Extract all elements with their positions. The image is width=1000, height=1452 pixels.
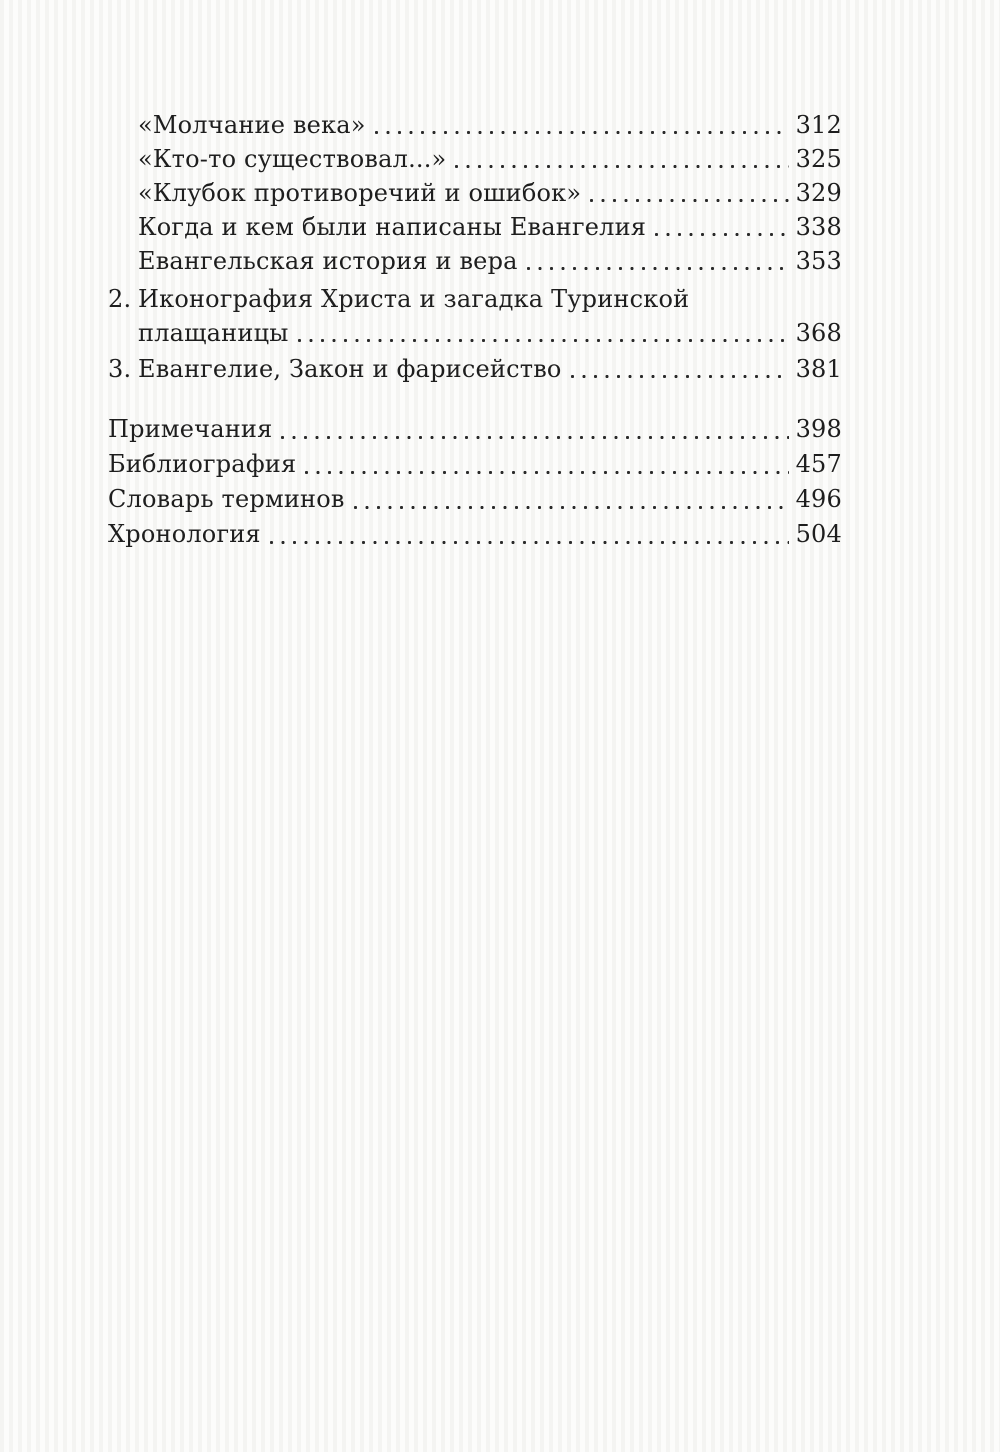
toc-chapter-entry <box>108 352 842 386</box>
dot-leader <box>454 164 788 169</box>
toc-entry-page-number: 457 <box>795 450 842 478</box>
toc-entry-title: «Кто-то существовал...» <box>138 145 447 173</box>
toc-entry-page-number: 312 <box>795 111 842 139</box>
toc-entry-page-number: 504 <box>795 520 842 548</box>
toc-entry-title: Хронология <box>108 520 261 548</box>
chapter-title: Евангелие, Закон и фарисейство <box>138 355 562 383</box>
chapter-number: 2. <box>108 285 132 313</box>
toc-entry-title: «Клубок противоречий и ошибок» <box>138 179 582 207</box>
dot-leader <box>280 435 788 440</box>
toc-entry-page-number: 338 <box>795 213 842 241</box>
toc-entry-title: Примечания <box>108 415 273 443</box>
dot-leader <box>304 470 788 475</box>
dot-leader <box>589 198 788 203</box>
toc-entry-page-number: 368 <box>795 319 842 347</box>
dot-leader <box>526 266 789 271</box>
toc-entry-page-number: 398 <box>795 415 842 443</box>
toc-entry <box>108 210 842 244</box>
toc-entry <box>108 447 842 482</box>
toc-entry-page-number: 329 <box>795 179 842 207</box>
toc-entry <box>108 176 842 210</box>
toc-entry-page-number: 496 <box>795 485 842 513</box>
chapter-title-block <box>138 282 842 350</box>
toc-entry <box>108 142 842 176</box>
dot-leader <box>654 232 788 237</box>
dot-leader <box>297 338 789 343</box>
toc-entry-page-number: 325 <box>795 145 842 173</box>
toc-backmatter-list <box>108 412 842 552</box>
chapter-title-block <box>138 352 842 386</box>
toc-entry-title: Библиография <box>108 450 297 478</box>
toc-chapter-entry <box>108 282 842 350</box>
chapter-title-line2: плащаницы <box>138 319 289 347</box>
chapter-number: 3. <box>108 355 132 383</box>
dot-leader <box>374 130 789 135</box>
toc-entry-page-number: 381 <box>795 355 842 383</box>
toc-entry <box>108 108 842 142</box>
toc-entry <box>108 517 842 552</box>
table-of-contents <box>108 108 842 552</box>
toc-entry-title: «Молчание века» <box>138 111 366 139</box>
chapter-title-line2-row <box>138 316 842 350</box>
dot-leader <box>269 540 789 545</box>
toc-entry <box>108 244 842 278</box>
toc-subsection-list <box>108 108 842 278</box>
toc-entry <box>108 482 842 517</box>
dot-leader <box>353 505 789 510</box>
chapter-title-row <box>138 352 842 386</box>
toc-entry-title: Словарь терминов <box>108 485 345 513</box>
toc-entry <box>108 412 842 447</box>
toc-entry-title: Когда и кем были написаны Евангелия <box>138 213 647 241</box>
chapter-title-line1: Иконография Христа и загадка Туринской <box>138 285 690 313</box>
dot-leader <box>570 374 789 379</box>
toc-entry-page-number: 353 <box>795 247 842 275</box>
toc-entry-title: Евангельская история и вера <box>138 247 518 275</box>
